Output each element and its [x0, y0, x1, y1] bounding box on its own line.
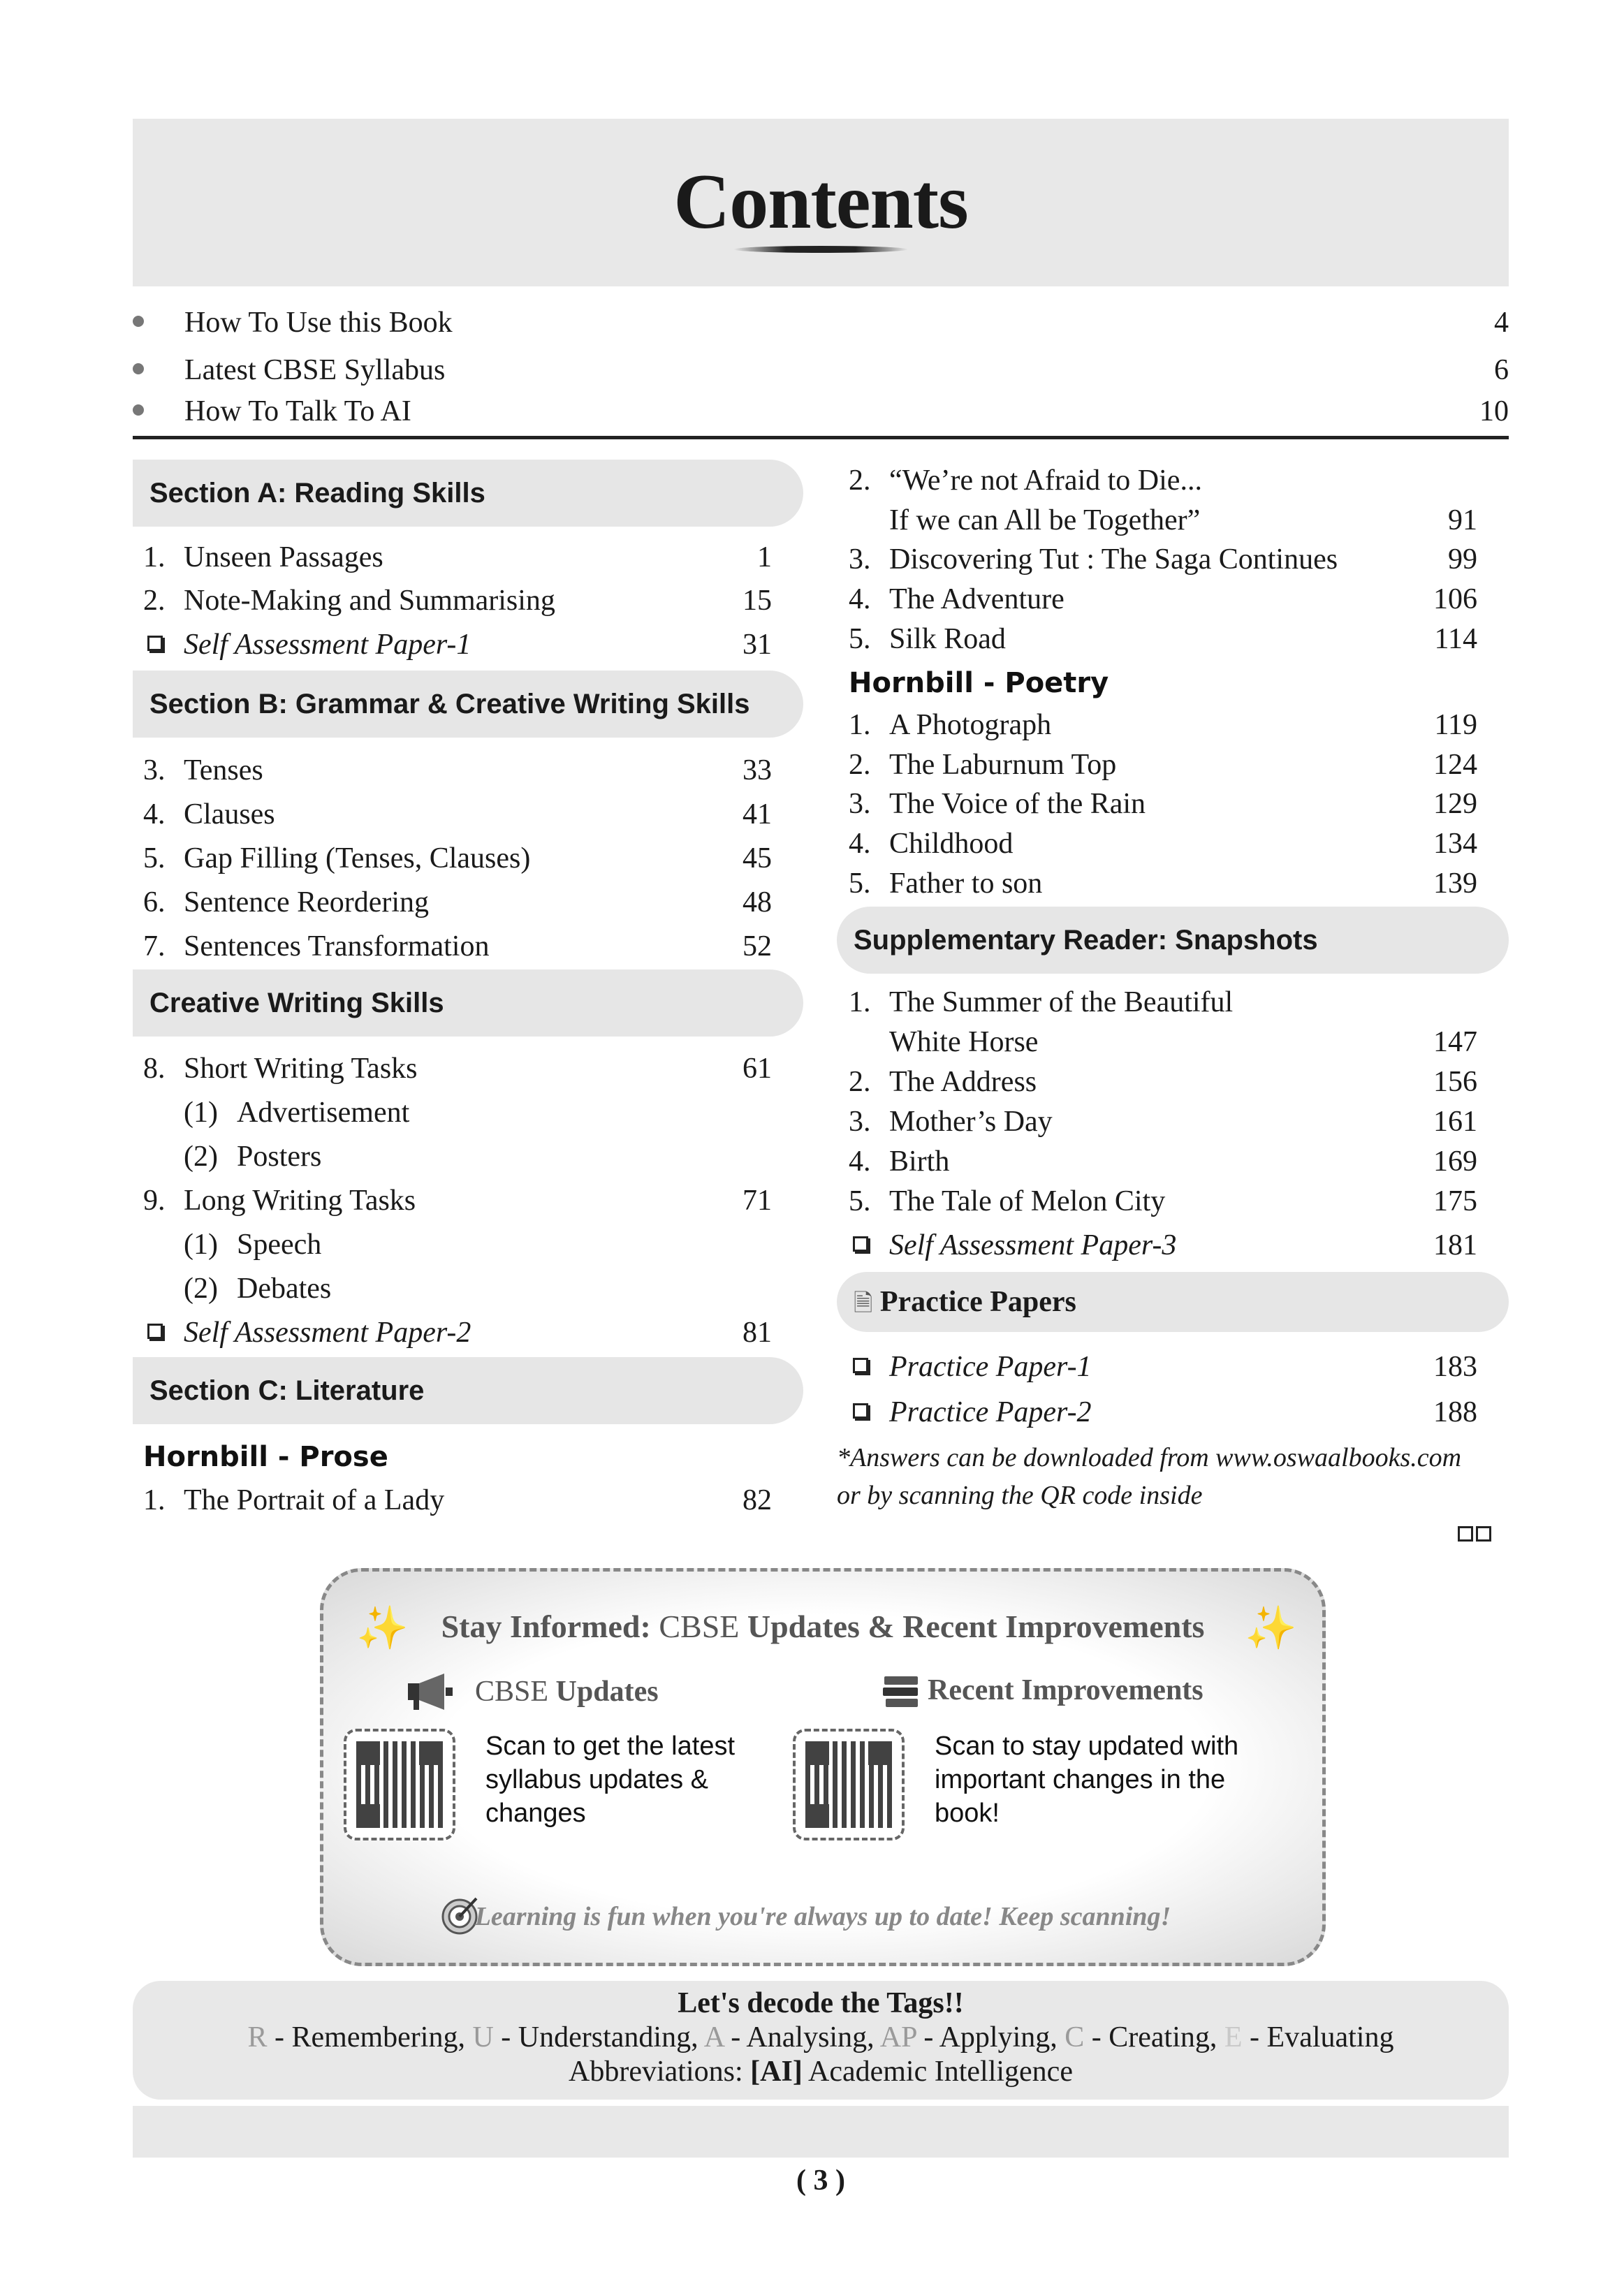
entry-label: Self Assessment Paper-2 [184, 1317, 471, 1349]
entry-page: 156 [1433, 1066, 1477, 1098]
entry-page: 114 [1434, 623, 1477, 655]
toc-entry[interactable] [849, 460, 1477, 502]
top-list-item[interactable] [133, 353, 1509, 395]
qr-text-line: changes [485, 1799, 586, 1828]
tags-heading: Let's decode the Tags!! [678, 1987, 964, 2019]
toc-entry[interactable] [143, 881, 772, 923]
top-item-page: 4 [1494, 307, 1509, 339]
tags-legend [133, 2021, 1509, 2054]
tag-text: - Understanding, [493, 2021, 704, 2054]
entry-number: (2) [184, 1273, 218, 1305]
tag-text: - Remembering, [267, 2021, 473, 2054]
entry-page: 119 [1434, 709, 1477, 741]
toc-entry[interactable] [849, 744, 1477, 786]
entry-page: 48 [742, 886, 772, 918]
qr-code-cbse-updates[interactable] [344, 1729, 455, 1840]
entry-label: Long Writing Tasks [184, 1185, 416, 1217]
stay-informed-title [320, 1608, 1326, 1645]
toc-entry[interactable] [143, 837, 772, 879]
stay-informed-footer: Learning is fun when you're always up to date! Keep scanning! [474, 1902, 1171, 1931]
title-part: CBSE [659, 1609, 740, 1644]
creative-writing-header: Creative Writing Skills [133, 969, 803, 1037]
entry-label: Father to son [889, 868, 1043, 900]
cbse-updates-text [485, 1729, 735, 1830]
entry-number: 9. [143, 1185, 166, 1217]
checkbox-icon [147, 1324, 163, 1339]
entry-label: Short Writing Tasks [184, 1053, 418, 1085]
toc-entry[interactable] [143, 1479, 772, 1521]
bullet-icon [133, 404, 144, 416]
sparkle-icon: ✨ [356, 1605, 409, 1651]
title-underline [733, 246, 908, 253]
toc-entry[interactable] [849, 1061, 1477, 1103]
hornbill-prose-heading: Hornbill - Prose [143, 1441, 388, 1473]
section-a-header: Section A: Reading Skills [133, 460, 803, 527]
cbse-label: CBSE [475, 1676, 549, 1708]
entry-number: 2. [143, 585, 166, 617]
entry-label: Practice Paper-2 [889, 1396, 1092, 1428]
qr-text-line: Scan to stay updated with [935, 1732, 1239, 1761]
entry-number: 8. [143, 1053, 166, 1085]
toc-entry[interactable] [849, 704, 1477, 746]
entry-label: Sentences Transformation [184, 930, 490, 962]
tag-text: - Analysing, [723, 2021, 880, 2054]
entry-number: 5. [849, 1185, 871, 1217]
entry-number: 5. [849, 868, 871, 900]
toc-entry[interactable] [849, 578, 1477, 620]
tag-text: - Evaluating [1242, 2021, 1394, 2054]
entry-label: Silk Road [889, 623, 1006, 655]
footer-band [133, 2106, 1509, 2158]
qr-text-line: book! [935, 1799, 1000, 1828]
practice-papers-label: Practice Papers [879, 1286, 1076, 1318]
checkbox-icon [853, 1403, 868, 1419]
entry-page: 129 [1433, 788, 1477, 820]
entry-page: 181 [1433, 1229, 1477, 1261]
practice-papers-header [837, 1272, 1509, 1332]
abbr-code: [AI] [750, 2056, 803, 2088]
toc-entry[interactable] [143, 624, 772, 666]
entry-page: 91 [1448, 504, 1477, 536]
entry-number: 1. [849, 986, 871, 1018]
qr-text-line: syllabus updates & [485, 1765, 708, 1794]
toc-entry[interactable] [143, 925, 772, 967]
entry-label: The Adventure [889, 583, 1065, 615]
entry-label: Advertisement [237, 1097, 410, 1129]
entry-label: Speech [237, 1229, 322, 1261]
bullet-icon [133, 363, 144, 374]
recent-improvements-text [935, 1729, 1238, 1830]
tag-text: - Applying, [916, 2021, 1065, 2054]
entry-number: 4. [143, 798, 166, 830]
toc-subentry[interactable] [184, 1268, 772, 1310]
entry-page: 139 [1433, 868, 1477, 900]
supplementary-header: Supplementary Reader: Snapshots [837, 907, 1509, 974]
toc-subentry[interactable] [184, 1136, 772, 1178]
entry-page: 82 [742, 1484, 772, 1516]
entry-label: Tenses [184, 754, 263, 786]
entry-label: Childhood [889, 828, 1014, 860]
entry-page: 183 [1433, 1351, 1477, 1383]
entry-label: Self Assessment Paper-3 [889, 1229, 1177, 1261]
entry-number: (1) [184, 1097, 218, 1129]
entry-number: 3. [849, 543, 871, 576]
entry-label: The Address [889, 1066, 1037, 1098]
entry-label: The Summer of the Beautiful [889, 986, 1234, 1018]
toc-entry[interactable] [849, 618, 1477, 660]
toc-subentry[interactable] [184, 1224, 772, 1266]
tag-letter: U [472, 2021, 494, 2054]
entry-number: 3. [143, 754, 166, 786]
entry-page: 124 [1433, 749, 1477, 781]
updates-label: Updates [555, 1676, 659, 1708]
entry-page: 175 [1433, 1185, 1477, 1217]
checkbox-icon [853, 1358, 868, 1373]
toc-entry[interactable] [143, 580, 772, 622]
answers-note-line: *Answers can be downloaded from www.oswaalbooks.com [837, 1443, 1462, 1472]
toc-entry[interactable] [143, 1180, 772, 1222]
abbreviations-line [133, 2055, 1509, 2088]
answers-note-line: or by scanning the QR code inside [837, 1481, 1203, 1510]
top-item-label: How To Use this Book [184, 307, 453, 339]
answers-note [837, 1439, 1514, 1514]
entry-page: 52 [742, 930, 772, 962]
page-number: ( 3 ) [796, 2165, 845, 2197]
toc-subentry[interactable] [184, 1092, 772, 1134]
entry-label: The Portrait of a Lady [184, 1484, 445, 1516]
toc-entry[interactable] [849, 1391, 1477, 1433]
toc-entry[interactable] [849, 783, 1477, 825]
hornbill-poetry-heading: Hornbill - Poetry [849, 667, 1109, 699]
entry-page: 161 [1433, 1106, 1477, 1138]
entry-label: Practice Paper-1 [889, 1351, 1092, 1383]
sparkle-icon: ✨ [1245, 1605, 1297, 1651]
entry-label: A Photograph [889, 709, 1052, 741]
entry-number: 1. [143, 541, 166, 573]
toc-entry-continued[interactable] [849, 1021, 1477, 1063]
entry-label: White Horse [889, 1026, 1039, 1058]
entry-label: “We’re not Afraid to Die... [889, 464, 1202, 497]
entry-page: 1 [757, 541, 772, 573]
top-item-page: 10 [1479, 395, 1509, 427]
tag-text: - Creating, [1084, 2021, 1224, 2054]
entry-page: 134 [1433, 828, 1477, 860]
entry-page: 169 [1433, 1145, 1477, 1178]
entry-label: Posters [237, 1141, 322, 1173]
entry-label: Birth [889, 1145, 950, 1178]
entry-number: 3. [849, 788, 871, 820]
toc-entry[interactable] [849, 1141, 1477, 1183]
entry-page: 15 [742, 585, 772, 617]
top-list-item[interactable] [133, 395, 1509, 437]
entry-number: 6. [143, 886, 166, 918]
recent-improvements-title: Recent Improvements [928, 1674, 1204, 1706]
entry-number: 2. [849, 464, 871, 497]
entry-page: 41 [742, 798, 772, 830]
abbr-text: Academic Intelligence [802, 2056, 1073, 2088]
entry-number: 4. [849, 583, 871, 615]
title-part: Stay Informed: [441, 1609, 651, 1644]
entry-label: Self Assessment Paper-1 [184, 629, 471, 661]
entry-label: Sentence Reordering [184, 886, 430, 918]
entry-label: Debates [237, 1273, 332, 1305]
title-part: Updates & Recent Improvements [747, 1609, 1205, 1644]
toc-entry[interactable] [143, 1312, 772, 1354]
abbr-label: Abbreviations: [569, 2056, 751, 2088]
entry-label: Unseen Passages [184, 541, 383, 573]
bullet-icon [133, 316, 144, 327]
entry-page: 147 [1433, 1026, 1477, 1058]
entry-number: (1) [184, 1229, 218, 1261]
entry-label: The Tale of Melon City [889, 1185, 1166, 1217]
cbse-updates-title [475, 1675, 659, 1708]
entry-label: Discovering Tut : The Saga Continues [889, 543, 1338, 576]
entry-label: If we can All be Together” [889, 504, 1201, 536]
toc-entry-continued[interactable] [849, 499, 1477, 541]
qr-code-recent-improvements[interactable] [793, 1729, 905, 1840]
entry-page: 99 [1448, 543, 1477, 576]
entry-number: 1. [849, 709, 871, 741]
entry-number: (2) [184, 1141, 218, 1173]
entry-page: 71 [742, 1185, 772, 1217]
entry-number: 7. [143, 930, 166, 962]
tag-letter: R [247, 2021, 268, 2054]
tag-letter: AP [879, 2021, 916, 2054]
toc-entry[interactable] [849, 539, 1477, 580]
section-c-header: Section C: Literature [133, 1357, 803, 1424]
checkbox-icon [853, 1236, 868, 1252]
toc-entry[interactable] [849, 1101, 1477, 1143]
divider-rule [133, 436, 1509, 439]
document-icon: 🗎 [854, 1291, 873, 1317]
entry-label: Gap Filling (Tenses, Clauses) [184, 842, 531, 874]
entry-label: The Laburnum Top [889, 749, 1117, 781]
toc-entry[interactable] [849, 981, 1477, 1023]
entry-number: 5. [143, 842, 166, 874]
entry-label: Mother’s Day [889, 1106, 1053, 1138]
toc-entry[interactable] [849, 1346, 1477, 1388]
toc-entry[interactable] [143, 1048, 772, 1090]
tag-letter: A [703, 2021, 724, 2054]
entry-number: 2. [849, 1066, 871, 1098]
entry-label: Clauses [184, 798, 275, 830]
entry-label: The Voice of the Rain [889, 788, 1146, 820]
checkbox-icon [147, 636, 163, 651]
entry-number: 1. [143, 1484, 166, 1516]
tag-letter: E [1224, 2021, 1243, 2054]
entry-page: 31 [742, 629, 772, 661]
toc-entry[interactable] [849, 1224, 1477, 1266]
entry-number: 4. [849, 828, 871, 860]
toc-entry[interactable] [143, 536, 772, 578]
entry-page: 188 [1433, 1396, 1477, 1428]
entry-page: 81 [742, 1317, 772, 1349]
megaphone-icon [405, 1671, 458, 1716]
qr-text-line: important changes in the [935, 1765, 1226, 1794]
toc-entry[interactable] [849, 1180, 1477, 1222]
qr-text-line: Scan to get the latest [485, 1732, 736, 1761]
entry-page: 45 [742, 842, 772, 874]
section-b-header: Section B: Grammar & Creative Writing Skills [133, 671, 803, 738]
end-marker-icon [1458, 1526, 1500, 1547]
toc-entry[interactable] [143, 749, 772, 791]
tag-letter: C [1065, 2021, 1085, 2054]
entry-page: 106 [1433, 583, 1477, 615]
entry-page: 33 [742, 754, 772, 786]
top-item-label: Latest CBSE Syllabus [184, 354, 446, 386]
entry-label: Note-Making and Summarising [184, 585, 555, 617]
top-item-page: 6 [1494, 354, 1509, 386]
entry-number: 5. [849, 623, 871, 655]
entry-page: 61 [742, 1053, 772, 1085]
entry-number: 3. [849, 1106, 871, 1138]
top-list-item[interactable] [133, 306, 1509, 348]
toc-entry[interactable] [849, 823, 1477, 865]
toc-entry[interactable] [849, 863, 1477, 905]
entry-number: 2. [849, 749, 871, 781]
toc-entry[interactable] [143, 793, 772, 835]
books-icon [882, 1672, 921, 1715]
top-item-label: How To Talk To AI [184, 395, 411, 427]
page-title: Contents [673, 159, 968, 245]
entry-number: 4. [849, 1145, 871, 1178]
